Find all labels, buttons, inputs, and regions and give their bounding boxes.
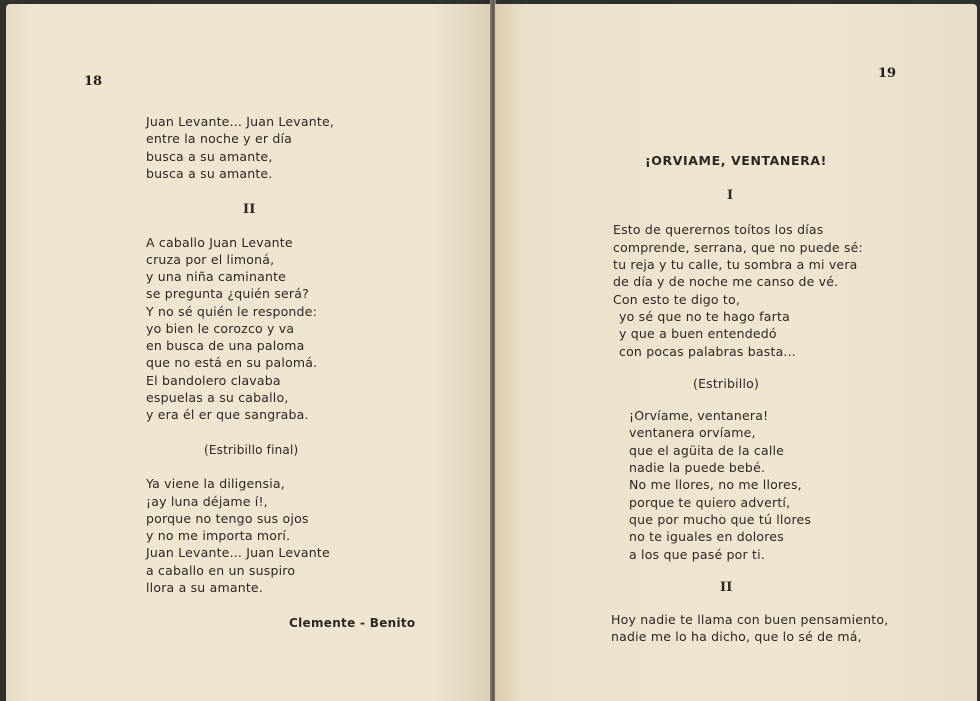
verse-line: en busca de una paloma [146, 338, 305, 353]
verse-line: y que a buen entendedó [619, 326, 777, 341]
verse-line: porque no tengo sus ojos [146, 511, 309, 526]
verse-line: Hoy nadie te llama con buen pensamiento, [611, 612, 889, 627]
verse-line: Juan Levante... Juan Levante, [146, 114, 335, 129]
verse-line: Y no sé quién le responde: [146, 304, 317, 319]
verse-line: busca a su amante. [146, 166, 273, 181]
left-page [6, 4, 492, 701]
verse-line: nadie la puede bebé. [629, 460, 766, 475]
verse-line: espuelas a su caballo, [146, 390, 289, 405]
verse-line: tu reja y tu calle, tu sombra a mi vera [613, 257, 858, 272]
verse-line: a los que pasé por ti. [629, 547, 765, 562]
verse-line: busca a su amante, [146, 149, 273, 164]
poem-title: ¡ORVIAME, VENTANERA! [645, 153, 827, 168]
verse-line: llora a su amante. [146, 580, 263, 595]
refrain-heading: (Estribillo) [693, 376, 760, 391]
verse-line: y no me importa morí. [146, 528, 291, 543]
section-numeral: II [720, 580, 733, 595]
verse-line: a caballo en un suspiro [146, 563, 296, 578]
verse-line: de día y de noche me canso de vé. [613, 274, 839, 289]
verse-line: yo sé que no te hago farta [619, 309, 790, 324]
page-number-left: 18 [84, 74, 103, 89]
verse-line: no te iguales en dolores [629, 529, 784, 544]
verse-line: Esto de querernos toítos los días [613, 222, 824, 237]
refrain-heading: (Estribillo final) [204, 443, 299, 457]
author-credit: Clemente - Benito [289, 616, 416, 630]
verse-line: Juan Levante... Juan Levante [146, 545, 330, 560]
section-numeral: II [243, 202, 256, 217]
verse-line: comprende, serrana, que no puede sé: [613, 240, 863, 255]
page-number-right: 19 [878, 66, 897, 81]
verse-line: ¡ay luna déjame í!, [146, 494, 268, 509]
verse-line: y una niña caminante [146, 269, 287, 284]
section-numeral: I [727, 188, 734, 203]
verse-line: se pregunta ¿quién será? [146, 286, 309, 301]
verse-line: y era él er que sangraba. [146, 407, 309, 422]
verse-line: que no está en su palomá. [146, 355, 318, 370]
verse-line: que el agüita de la calle [629, 443, 785, 458]
verse-line: Ya viene la diligensia, [146, 476, 285, 491]
verse-line: que por mucho que tú llores [629, 512, 812, 527]
verse-line: No me llores, no me llores, [629, 477, 802, 492]
verse-line: nadie me lo ha dicho, que lo sé de má, [611, 629, 862, 644]
right-page [495, 4, 977, 701]
verse-line: El bandolero clavaba [146, 373, 281, 388]
verse-line: yo bien le corozco y va [146, 321, 295, 336]
verse-line: A caballo Juan Levante [146, 235, 293, 250]
verse-line: Con esto te digo to, [613, 292, 741, 307]
verse-line: entre la noche y er día [146, 131, 293, 146]
verse-line: porque te quiero advertí, [629, 495, 791, 510]
verse-line: ¡Orvíame, ventanera! [629, 408, 769, 423]
verse-line: ventanera orvíame, [629, 425, 756, 440]
verse-line: cruza por el limoná, [146, 252, 275, 267]
verse-line: con pocas palabras basta... [619, 344, 796, 359]
